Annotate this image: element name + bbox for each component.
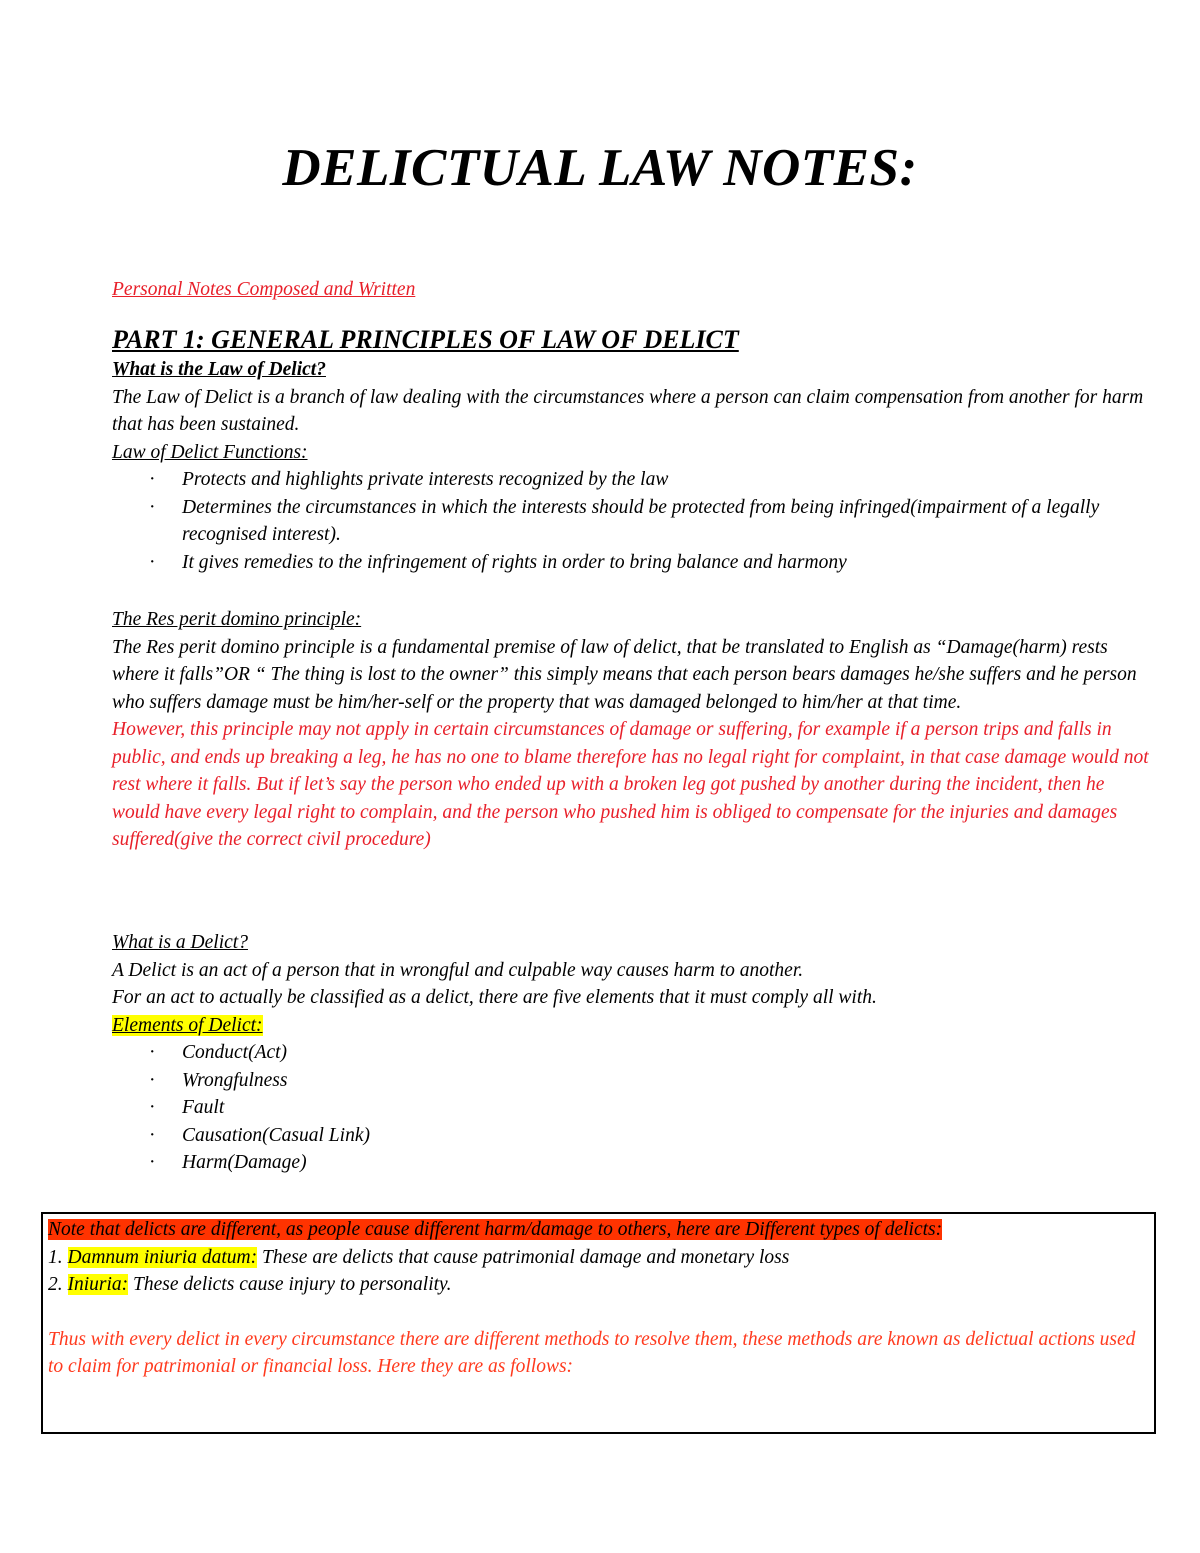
- elements-list: [112, 1039, 1152, 1177]
- conclusion: Thus with every delict in every circumstance there are different methods to resolve them, these methods are known as delictual actions used to claim for patrimonial or financial loss. Here they are as follows:: [48, 1328, 1136, 1377]
- type-2-description: These delicts cause injury to personality.: [128, 1274, 452, 1295]
- delict-definition: A Delict is an act of a person that in wrongful and culpable way causes harm to another.: [112, 959, 804, 981]
- bullet-icon: ·: [149, 1152, 156, 1173]
- res-perit-section: [112, 606, 1152, 854]
- res-perit-exception: However, this principle may not apply in certain circumstances of damage or suffering, for example if a person trips and falls in public, and ends up breaking a leg, he has no one to blame therefore has no legal right for complaint, in that case damage would not rest where it falls. But if let’s say the person who ended up with a broken leg got pushed by another during the incident, then he would have every legal right to complain, and the person who pushed him is obliged to compensate for the injuries and damages suffered(give the correct civil procedure): [112, 719, 1149, 850]
- type-1-line: 1. Damnum iniuria datum: These are delicts that cause patrimonial damage and monetary loss: [48, 1246, 790, 1268]
- res-perit-heading: The Res perit domino principle:: [112, 609, 362, 630]
- delict-types-box: [41, 1212, 1156, 1434]
- res-perit-body: The Res perit domino principle is a fundamental premise of law of delict, that be translated to English as “Damage(harm) rests where it falls”OR “ The thing is lost to the owner” this simply means that each person bears damages he/she suffers and he person who suffers damage must be him/her-self or the property that was damaged belonged to him/her at that time.: [112, 636, 1137, 713]
- subtitle: Personal Notes Composed and Written: [112, 279, 416, 300]
- note-line: [48, 1216, 1153, 1244]
- list-item: · Harm(Damage): [112, 1149, 1152, 1177]
- bullet-icon: ·: [149, 1097, 156, 1118]
- law-of-delict-question: What is the Law of Delict?: [112, 359, 326, 380]
- document-title: DELICTUAL LAW NOTES:: [282, 139, 918, 197]
- delict-section: [112, 929, 1152, 1177]
- subtitle-block: [112, 276, 1152, 304]
- type-2-line: 2. Iniuria: These delicts cause injury to personality.: [48, 1274, 452, 1295]
- part1-section: [112, 324, 1152, 576]
- note-highlight: Note that delicts are different, as people cause different harm/damage to others, here are Different types of delicts:: [48, 1219, 943, 1240]
- bullet-icon: ·: [149, 1069, 156, 1091]
- elements-intro: For an act to actually be classified as a delict, there are five elements that it must comply all with.: [112, 987, 877, 1008]
- list-item: · Determines the circumstances in which the interests should be protected from being infringed(impairment of a legally recognised interest).: [112, 494, 1152, 549]
- list-item: · Causation(Casual Link): [112, 1122, 1152, 1150]
- part1-heading: PART 1: GENERAL PRINCIPLES OF LAW OF DELICT: [112, 325, 739, 354]
- delict-heading: What is a Delict?: [112, 932, 248, 953]
- list-item: · Wrongfulness: [112, 1067, 1152, 1095]
- list-item: · Protects and highlights private interests recognized by the law: [112, 466, 1152, 494]
- bullet-icon: ·: [149, 1042, 156, 1063]
- list-item: · It gives remedies to the infringement of rights in order to bring balance and harmony: [112, 549, 1152, 577]
- bullet-icon: ·: [149, 469, 156, 490]
- list-item: · Fault: [112, 1094, 1152, 1122]
- functions-heading: Law of Delict Functions:: [112, 441, 308, 463]
- delict-types-content: [48, 1216, 1153, 1381]
- spacer: [48, 1299, 1153, 1326]
- type-1-term: Damnum iniuria datum:: [67, 1246, 258, 1268]
- type-2-term: Iniuria:: [67, 1274, 129, 1295]
- law-of-delict-definition: The Law of Delict is a branch of law dealing with the circumstances where a person can claim compensation from another for harm that has been sustained.: [112, 386, 1144, 435]
- type-1-description: These are delicts that cause patrimonial damage and monetary loss: [257, 1246, 790, 1268]
- bullet-icon: ·: [149, 496, 156, 518]
- elements-heading-line: [112, 1012, 1152, 1040]
- elements-heading: Elements of Delict:: [112, 1014, 263, 1036]
- functions-list: [112, 466, 1152, 576]
- list-item: · Conduct(Act): [112, 1039, 1152, 1067]
- bullet-icon: ·: [149, 551, 156, 573]
- bullet-icon: ·: [149, 1124, 156, 1146]
